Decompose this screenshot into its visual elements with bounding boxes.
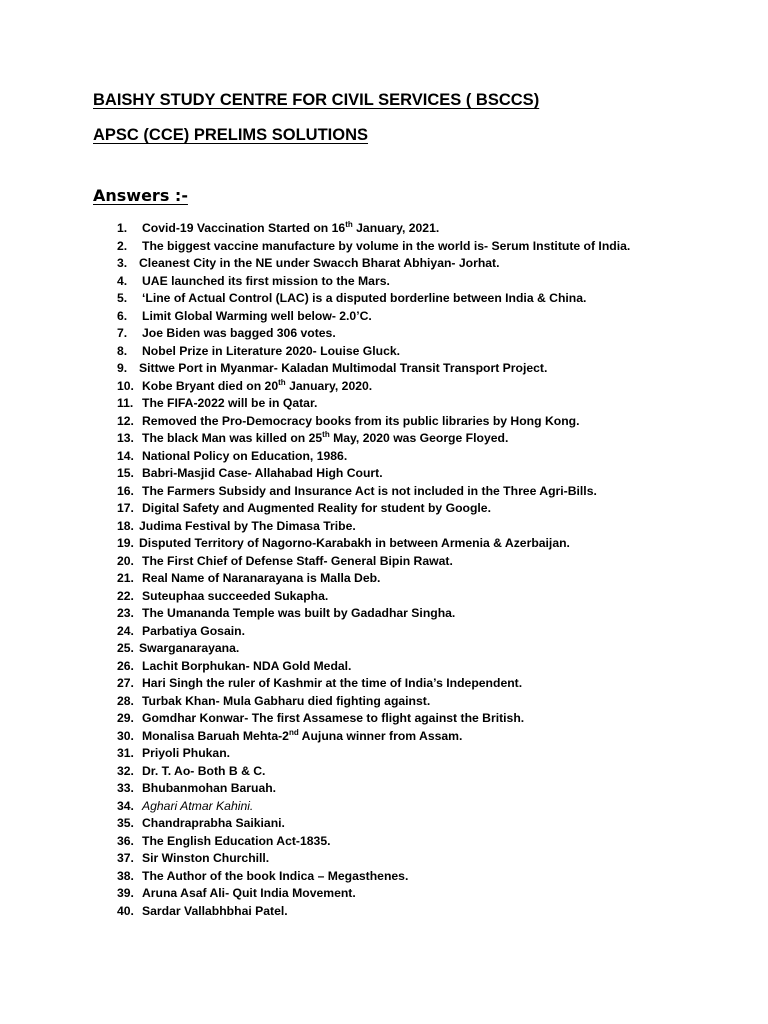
answer-number: 34.	[117, 798, 134, 813]
answer-text	[142, 273, 390, 291]
answer-text-main: Gomdhar Konwar- The first Assamese to flight against the British.	[142, 711, 525, 725]
answer-text-main: Monalisa Baruah Mehta-2	[142, 728, 289, 743]
answer-text	[142, 448, 347, 466]
answers-list	[0, 220, 768, 920]
answer-text-rest: January, 2020.	[285, 378, 373, 393]
answer-text	[142, 238, 630, 256]
answer-text-main: Lachit Borphukan- NDA Gold Medal.	[142, 658, 352, 673]
answer-number: 27.	[117, 676, 134, 690]
answer-text	[142, 220, 439, 238]
answer-item	[0, 693, 768, 711]
answer-number: 7.	[117, 326, 128, 340]
answer-text-rest: Aujuna winner from Assam.	[298, 728, 463, 743]
answer-item	[0, 220, 768, 238]
answer-text-main: Hari Singh the ruler of Kashmir at the time of India’s Independent.	[142, 676, 523, 690]
answer-number: 1.	[117, 221, 128, 235]
answer-text	[142, 570, 380, 588]
answer-number: 3.	[117, 256, 128, 270]
answer-item	[0, 238, 768, 256]
answer-item	[0, 780, 768, 798]
answer-text	[142, 308, 372, 326]
ordinal-superscript: th	[322, 430, 330, 439]
answer-number: 14.	[117, 448, 134, 463]
answer-number: 37.	[117, 851, 134, 865]
answer-number: 21.	[117, 571, 134, 585]
answer-number: 32.	[117, 763, 134, 778]
answer-text-main: The FIFA-2022 will be in Qatar.	[142, 396, 318, 410]
answer-text	[142, 658, 351, 676]
answer-text-main: ‘Line of Actual Control (LAC) is a disputed borderline between India & China.	[142, 291, 587, 305]
answer-text	[142, 465, 383, 483]
answer-text-main: Priyoli Phukan.	[142, 746, 231, 760]
answer-number: 31.	[117, 746, 134, 760]
answer-item	[0, 675, 768, 693]
answer-number: 6.	[117, 308, 128, 323]
answer-number: 2.	[117, 238, 128, 253]
answer-text-main: The Farmers Subsidy and Insurance Act is not included in the Three Agri-Bills.	[142, 483, 597, 498]
answer-text	[142, 483, 597, 501]
answer-item	[0, 483, 768, 501]
answer-item	[0, 378, 768, 396]
answer-text	[142, 903, 288, 921]
answer-text	[139, 518, 356, 536]
answer-text-main: Parbatiya Gosain.	[142, 623, 245, 638]
answer-text	[142, 588, 328, 606]
answer-text-main: Sittwe Port in Myanmar- Kaladan Multimodal Transit Transport Project.	[139, 361, 548, 375]
answer-item	[0, 623, 768, 641]
answer-number: 40.	[117, 903, 134, 918]
answer-text-main: Covid-19 Vaccination Started on 16	[142, 221, 346, 235]
answer-text-main: Real Name of Naranarayana is Malla Deb.	[142, 571, 381, 585]
answer-text	[142, 605, 455, 623]
document-subtitle: APSC (CCE) PRELIMS SOLUTIONS	[93, 126, 369, 144]
answer-item	[0, 395, 768, 413]
answer-number: 12.	[117, 413, 134, 428]
answer-item	[0, 325, 768, 343]
answer-text	[142, 885, 356, 903]
answer-item	[0, 308, 768, 326]
answer-number: 19.	[117, 536, 134, 550]
answer-number: 36.	[117, 833, 134, 848]
answer-text-main: The black Man was killed on 25	[142, 431, 323, 445]
answer-number: 23.	[117, 606, 134, 620]
answer-text	[142, 833, 331, 851]
answer-text	[142, 780, 276, 798]
answer-text-main: UAE launched its first mission to the Mars.	[142, 273, 390, 288]
answer-text	[142, 553, 453, 571]
answer-text	[139, 255, 500, 273]
answer-text-main: Digital Safety and Augmented Reality for student by Google.	[142, 501, 491, 515]
answer-text	[142, 850, 269, 868]
answer-text	[142, 325, 336, 343]
answer-number: 38.	[117, 868, 134, 883]
answer-item	[0, 833, 768, 851]
answer-text	[142, 763, 265, 781]
answer-text-main: Kobe Bryant died on 20	[142, 378, 279, 393]
answer-item	[0, 605, 768, 623]
answer-text-main: Sir Winston Churchill.	[142, 851, 270, 865]
answer-number: 26.	[117, 658, 134, 673]
answer-number: 35.	[117, 816, 134, 830]
answer-number: 5.	[117, 291, 128, 305]
answer-text	[142, 623, 245, 641]
answer-text-main: Limit Global Warming well below- 2.0’C.	[142, 308, 372, 323]
answer-number: 15.	[117, 466, 134, 480]
answer-text-main: Aruna Asaf Ali- Quit India Movement.	[142, 886, 356, 900]
answer-item	[0, 850, 768, 868]
answer-number: 18.	[117, 518, 134, 533]
answer-text	[142, 815, 285, 833]
answer-text	[142, 430, 508, 448]
answer-text-main: Suteuphaa succeeded Sukapha.	[142, 588, 329, 603]
answer-item	[0, 500, 768, 518]
answer-number: 17.	[117, 501, 134, 515]
answer-text	[142, 798, 253, 816]
answers-heading: Answers :-	[93, 186, 188, 205]
answer-item	[0, 640, 768, 658]
answer-text-main: The biggest vaccine manufacture by volume in the world is- Serum Institute of India.	[142, 238, 631, 253]
answer-number: 25.	[117, 641, 134, 655]
answer-text	[142, 413, 579, 431]
ordinal-superscript: nd	[288, 727, 299, 737]
answer-text-main: National Policy on Education, 1986.	[142, 448, 348, 463]
answer-item	[0, 535, 768, 553]
answer-number: 11.	[117, 396, 134, 410]
answer-item	[0, 728, 768, 746]
answer-number: 10.	[117, 378, 134, 393]
answer-number: 24.	[117, 623, 134, 638]
answer-number: 8.	[117, 343, 128, 358]
answer-text-main: The Umananda Temple was built by Gadadhar Singha.	[142, 606, 456, 620]
answer-text	[142, 710, 524, 728]
answer-item	[0, 658, 768, 676]
answer-number: 9.	[117, 361, 128, 375]
answer-item	[0, 710, 768, 728]
answer-item	[0, 815, 768, 833]
answer-text-main: Bhubanmohan Baruah.	[142, 781, 277, 795]
answer-text-main: Aghari Atmar Kahini.	[142, 798, 254, 813]
answer-text-main: The Author of the book Indica – Megasthenes.	[142, 868, 409, 883]
answer-text	[142, 693, 430, 711]
answer-item	[0, 798, 768, 816]
answer-item	[0, 290, 768, 308]
answer-item	[0, 343, 768, 361]
ordinal-superscript: th	[345, 220, 353, 229]
answer-item	[0, 903, 768, 921]
answer-item	[0, 360, 768, 378]
answer-number: 33.	[117, 781, 134, 795]
answer-text-main: Disputed Territory of Nagorno-Karabakh in between Armenia & Azerbaijan.	[139, 536, 570, 550]
ordinal-superscript: th	[278, 377, 286, 387]
answer-item	[0, 430, 768, 448]
document-title: BAISHY STUDY CENTRE FOR CIVIL SERVICES ( BSCCS)	[93, 91, 540, 109]
answer-number: 29.	[117, 711, 134, 725]
answer-item	[0, 273, 768, 291]
answer-text	[142, 395, 317, 413]
answer-text	[139, 360, 547, 378]
answer-text	[142, 378, 372, 396]
answer-text-rest: May, 2020 was George Floyed.	[329, 431, 509, 445]
answer-number: 16.	[117, 483, 134, 498]
answer-text	[139, 535, 570, 553]
answer-item	[0, 763, 768, 781]
answer-number: 22.	[117, 588, 134, 603]
answer-text-main: Babri-Masjid Case- Allahabad High Court.	[142, 466, 383, 480]
answer-text-main: Dr. T. Ao- Both B & C.	[142, 763, 266, 778]
answer-number: 28.	[117, 693, 134, 708]
answer-text-main: The First Chief of Defense Staff- General Bipin Rawat.	[142, 553, 453, 568]
answer-text	[142, 675, 522, 693]
answer-text	[142, 868, 408, 886]
answer-item	[0, 553, 768, 571]
answer-text-main: The English Education Act-1835.	[142, 833, 331, 848]
answer-text	[142, 745, 230, 763]
answer-item	[0, 570, 768, 588]
answer-number: 39.	[117, 886, 134, 900]
answer-text-main: Joe Biden was bagged 306 votes.	[142, 326, 336, 340]
answer-item	[0, 448, 768, 466]
answer-text	[142, 728, 462, 746]
answer-text	[142, 290, 586, 308]
answer-number: 4.	[117, 273, 128, 288]
answer-item	[0, 465, 768, 483]
answer-text-main: Chandraprabha Saikiani.	[142, 816, 285, 830]
answer-text-main: Swarganarayana.	[139, 641, 240, 655]
answer-number: 13.	[117, 431, 134, 445]
answer-text	[142, 343, 400, 361]
answer-number: 20.	[117, 553, 134, 568]
answer-item	[0, 518, 768, 536]
answer-item	[0, 885, 768, 903]
answer-text-rest: January, 2021.	[352, 221, 440, 235]
answer-number: 30.	[117, 728, 134, 743]
answer-item	[0, 588, 768, 606]
answer-item	[0, 745, 768, 763]
answer-text-main: Sardar Vallabhbhai Patel.	[142, 903, 288, 918]
answer-text-main: Turbak Khan- Mula Gabharu died fighting against.	[142, 693, 431, 708]
answer-item	[0, 413, 768, 431]
answer-text-main: Nobel Prize in Literature 2020- Louise Gluck.	[142, 343, 401, 358]
answer-text	[139, 640, 239, 658]
answer-text	[142, 500, 491, 518]
answer-text-main: Removed the Pro-Democracy books from its public libraries by Hong Kong.	[142, 413, 580, 428]
answer-item	[0, 255, 768, 273]
answer-text-main: Cleanest City in the NE under Swacch Bharat Abhiyan- Jorhat.	[139, 256, 500, 270]
answer-text-main: Judima Festival by The Dimasa Tribe.	[139, 518, 356, 533]
answer-item	[0, 868, 768, 886]
